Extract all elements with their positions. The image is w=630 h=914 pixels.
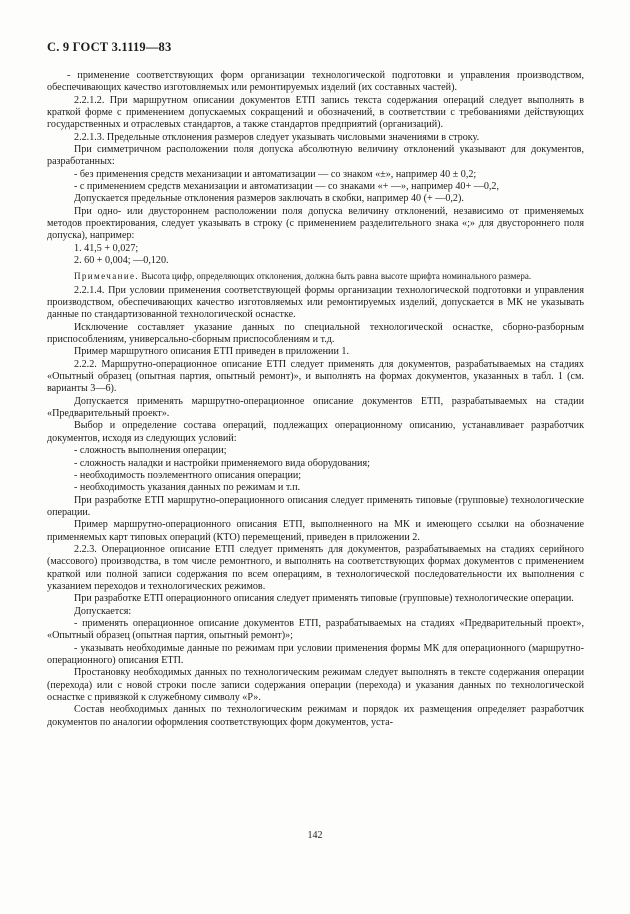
list-item: - с применением средств механизации и автоматизации — со знаками «+ —», например 40+ —0,2, <box>74 181 500 193</box>
paragraph: 2.2.1.2. При маршрутном описании документов ЕТП запись текста содержания операций следует выполнять в краткой форме с применением допускаемых сокращений и обозначений, в соответствии с требованиями действующих государственных и отраслевых стандартов, а также стандартов предприятий (организаций). <box>47 94 584 131</box>
paragraph: 2.2.1.4. При условии применения соответствующей формы организации технологической подготовки и управления производством, обеспечивающих качество изготовляемых или ремонтируемых изделий, допускается в МК не указывать данные по стандартизованной технологической оснастке. <box>47 284 584 321</box>
paragraph: Допускается применять маршрутно-операционное описание документов ЕТП, разрабатываемых на стадии «Предварительный проект». <box>47 395 584 420</box>
list-item: - сложность выполнения операции; <box>74 445 227 457</box>
list-item: 1. 41,5 + 0,027; <box>74 242 139 254</box>
list-item: - необходимость поэлементного описания операции; <box>74 469 302 481</box>
list-item: - необходимость указания данных по режимам и т.п. <box>74 482 301 494</box>
running-title: С. 9 ГОСТ 3.1119—83 <box>47 40 172 54</box>
list-item: 2. 60 + 0,004; —0,120. <box>74 255 169 267</box>
paragraph: 2.2.3. Операционное описание ЕТП следует применять для документов, разрабатываемых на стадиях серийного (массового) производства, в том числе ремонтного, и выполнять на соответствующих формах документов с применением краткой или полной записи содержания по всем операциям, в технологической последовательности их выполнения с указанием переходов и технологических режимов. <box>47 543 584 592</box>
page-body <box>47 70 584 729</box>
paragraph: Пример маршрутно-операционного описания ЕТП, выполненного на МК и имеющего ссылки на обозначение применяемых карт типовых операций (КТО) перемещений, приведен в приложении 2. <box>47 519 584 543</box>
paragraph: Простановку необходимых данных по технологическим режимам следует выполнять в тексте содержания операции (перехода) или с новой строки после записи содержания операции (перехода) и указания данных по технологической оснастке с привязкой к служебному символу «Р». <box>47 667 584 704</box>
page-number: 142 <box>307 830 323 841</box>
paragraph: Допускается: <box>74 605 132 617</box>
paragraph: 2.2.2. Маршрутно-операционное описание ЕТП следует применять для документов, разрабатываемых на стадиях «Опытный образец (опытная партия, опытный ремонт)», и выполнять на формах документов, указанных в табл. 1 (см. варианты 3—6). <box>47 358 584 395</box>
paragraph: Состав необходимых данных по технологическим режимам и порядок их размещения определяет разработчик документов по аналогии оформления соответствующих форм документов, уста- <box>47 704 584 728</box>
paragraph: Исключение составляет указание данных по специальной технологической оснастке, сборно-разборным приспособлениям, универсально-сборным приспособлениям и т.д. <box>47 321 584 346</box>
paragraph: Выбор и определение состава операций, подлежащих операционному описанию, устанавливает разработчик документов, исходя из следующих условий: <box>47 420 584 444</box>
paragraph: При симметричном расположении поля допуска абсолютную величину отклонений указывают для документов, разработанных: <box>47 144 584 168</box>
list-item: - применять операционное описание документов ЕТП, разрабатываемых на стадиях «Предварительный проект», «Опытный образец (опытная партия, опытный ремонт)»; <box>47 617 584 642</box>
paragraph: Допускается предельные отклонения размеров заключать в скобки, например 40 (+ —0,2). <box>74 193 464 205</box>
list-item: - без применения средств механизации и автоматизации — со знаком «±», например 40 ± 0,2; <box>74 168 477 180</box>
paragraph: - применение соответствующих форм организации технологической подготовки и управления производством, обеспечивающих качество изготовляемых или ремонтируемых изделий (их составных частей). <box>47 70 584 94</box>
paragraph: Пример маршрутного описания ЕТП приведен в приложении 1. <box>74 346 350 358</box>
list-item: - сложность наладки и настройки применяемого вида оборудования; <box>74 457 370 469</box>
note-label: Примечание. <box>74 270 140 281</box>
paragraph: 2.2.1.3. Предельные отклонения размеров следует указывать числовыми значениями в строку. <box>74 131 480 143</box>
list-item: - указывать необходимые данные по режимам при условии применения формы МК для операционного (маршрутно-операционного) описания ЕТП. <box>47 642 584 667</box>
note-text: Высота цифр, определяющих отклонения, должна быть равна высоте шрифта номинального размера. <box>139 270 532 281</box>
note <box>47 271 584 282</box>
paragraph: При разработке ЕТП маршрутно-операционного описания следует применять типовые (групповые) технологические операции. <box>47 494 584 518</box>
paragraph: При разработке ЕТП операционного описания следует применять типовые (групповые) технологические операции. <box>74 593 574 605</box>
paragraph: При одно- или двустороннем расположении поля допуска величину отклонений, независимо от применяемых методов проектирования, следует указывать в строку (с применением разделительного знака «;» для двустороннего поля допуска), например: <box>47 205 584 242</box>
